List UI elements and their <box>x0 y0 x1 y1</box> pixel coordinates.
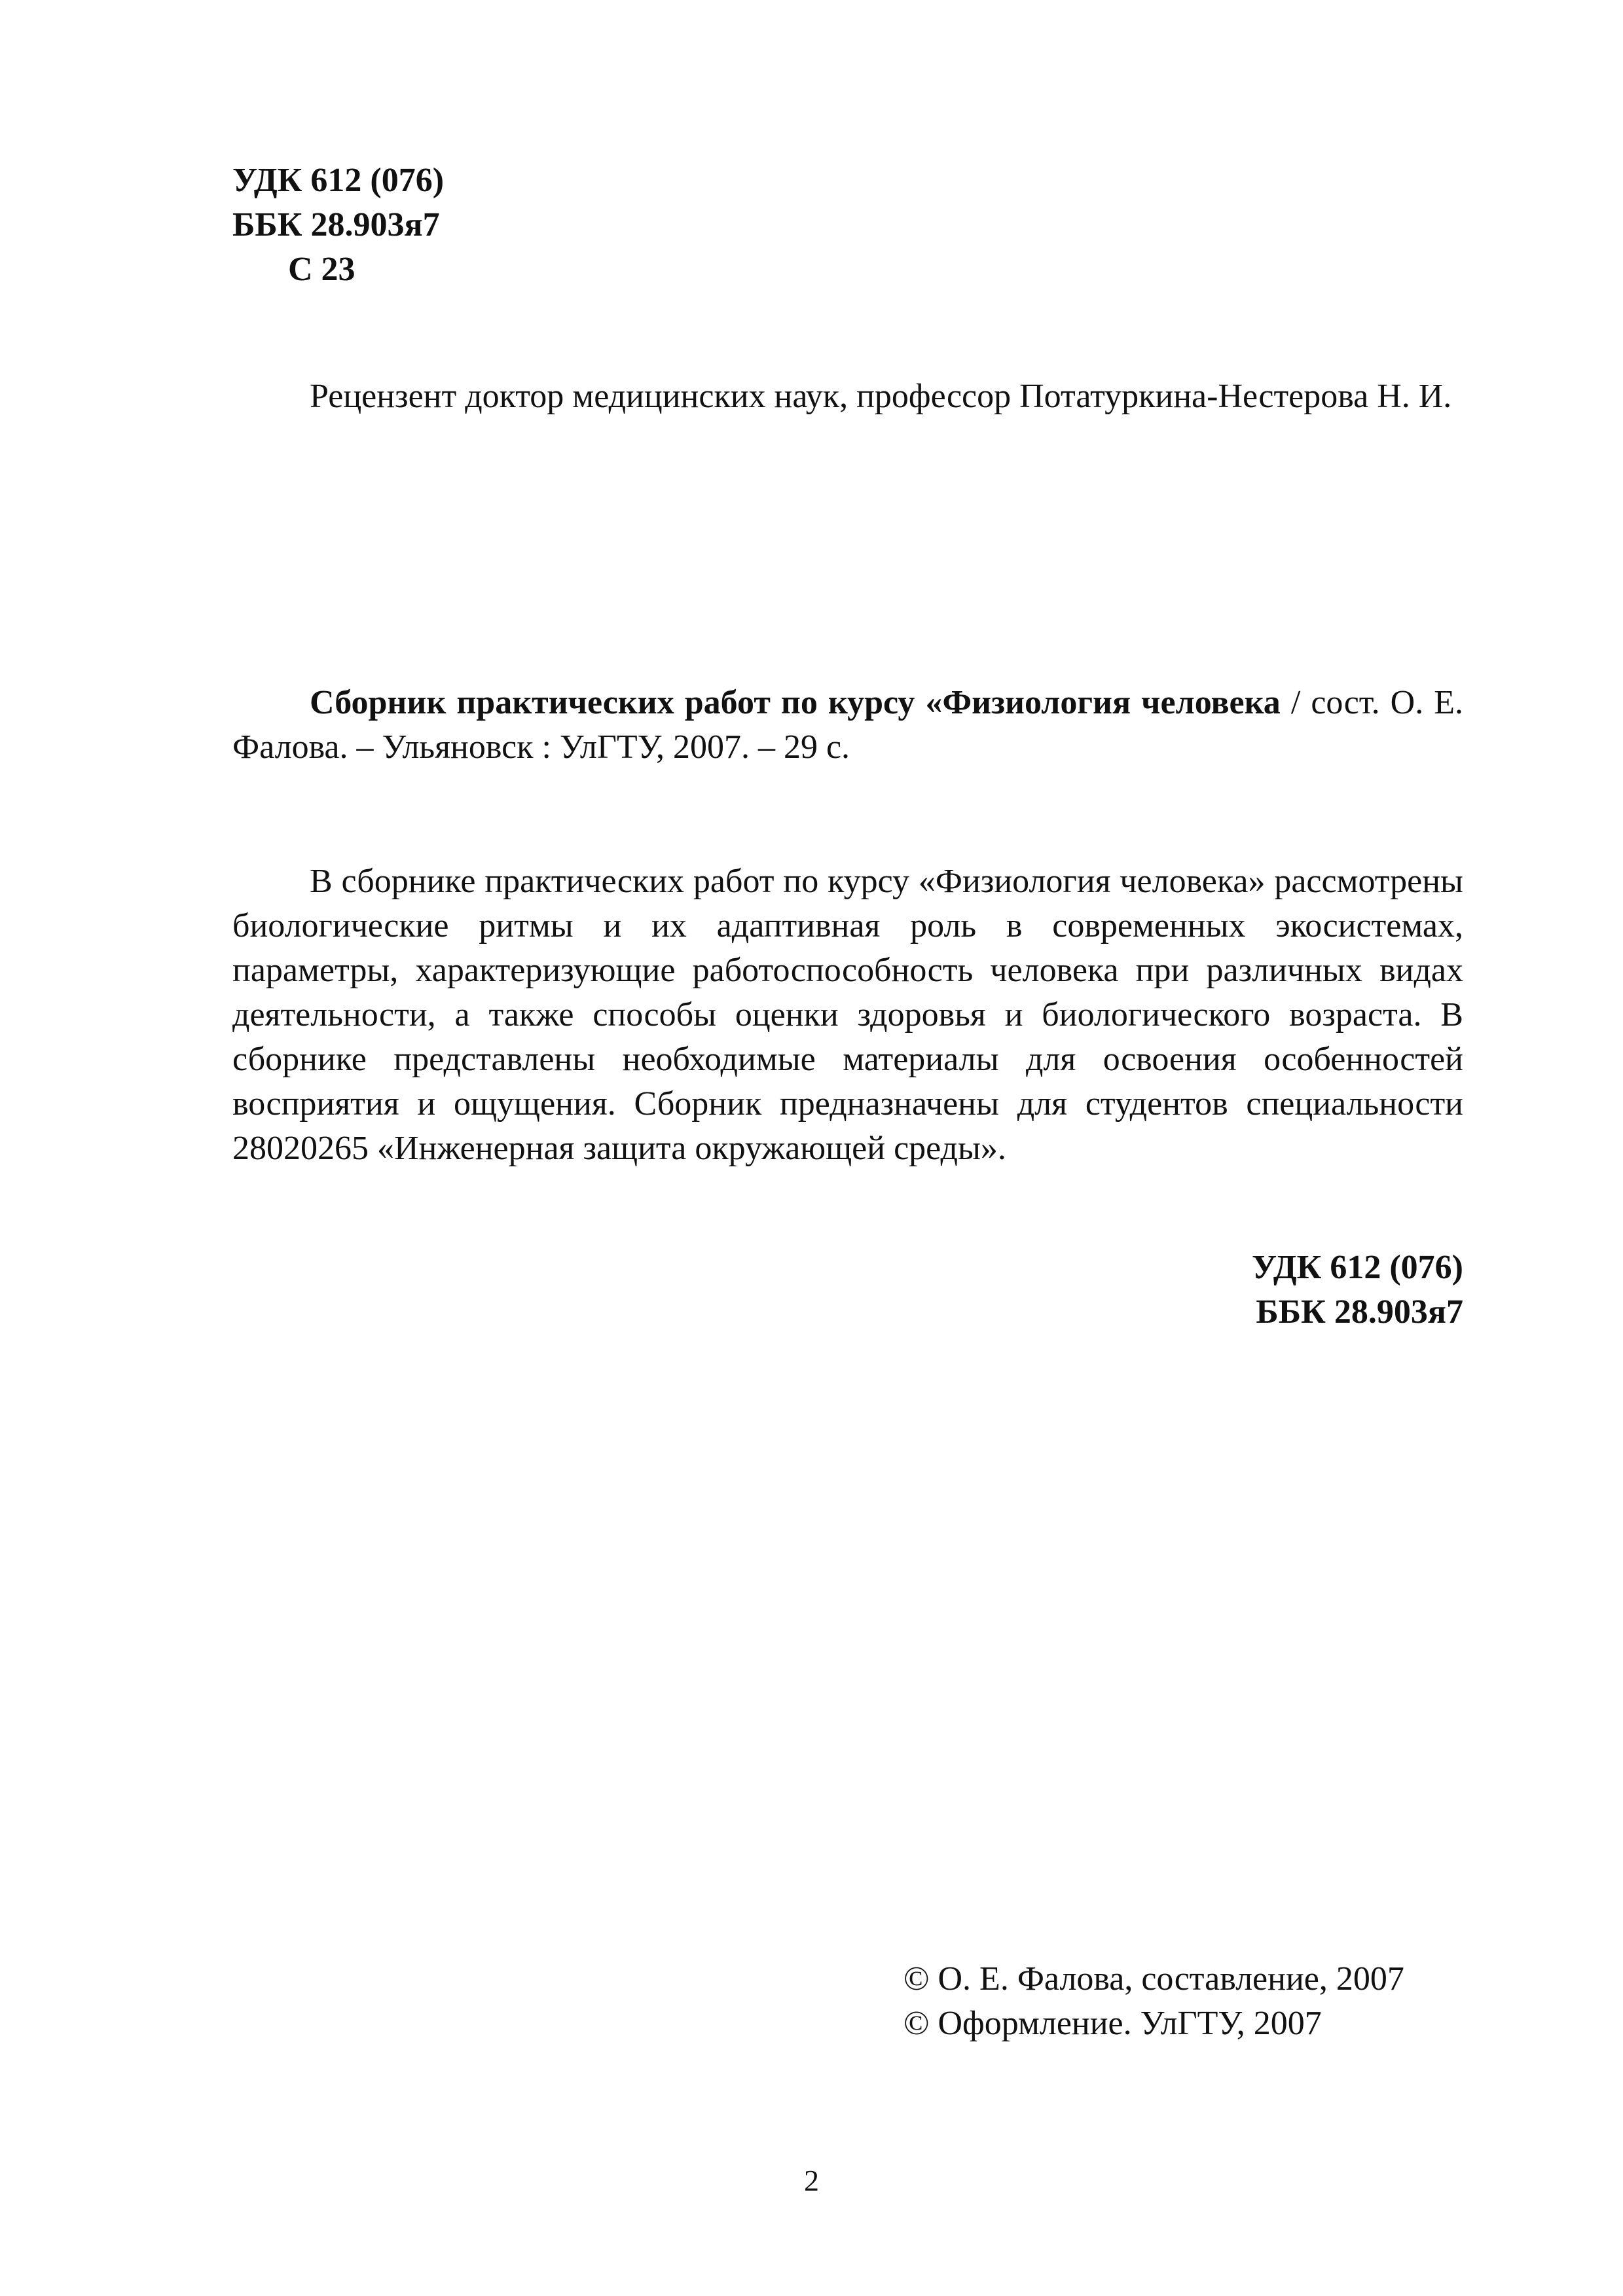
udk-code-bottom: УДК 612 (076) <box>1251 1249 1463 1286</box>
bibliographic-description <box>232 681 1463 770</box>
copyright-block <box>903 1957 1467 2046</box>
bbk-code: ББК 28.903я7 <box>232 206 440 243</box>
bbk-code-bottom: ББК 28.903я7 <box>1256 1293 1463 1331</box>
collection-title: Сборник практических работ по курсу «Физиология человека <box>310 684 1281 721</box>
reviewer-paragraph <box>232 374 1463 419</box>
classification-codes-top <box>232 158 756 292</box>
classification-codes-bottom <box>232 1246 1463 1335</box>
annotation-paragraph <box>232 859 1463 1171</box>
udk-code: УДК 612 (076) <box>232 162 445 199</box>
page-number: 2 <box>804 2164 819 2197</box>
copyright-design: © Оформление. УлГТУ, 2007 <box>903 2005 1322 2042</box>
reviewer-text: Рецензент доктор медицинских наук, профессор Потатуркина-Нестерова Н. И. <box>310 378 1452 415</box>
author-mark: С 23 <box>288 251 356 288</box>
publication-details: / сост. О. Е. Фалова. – Ульяновск : УлГТУ, 2007. – 29 с. <box>232 684 1463 766</box>
annotation-text: В сборнике практических работ по курсу «Физиология человека» рассмотрены биологические ритмы и их адаптивная роль в современных экосистемах, параметры, характеризующие работоспособность человека при различных видах деятельности, а также способы оценки здоровья и биологического возраста. В сборнике представлены необходимые материалы для освоения особенностей восприятия и ощущения. Сборник предназначены для студентов специальности 28020265 «Инженерная защита окружающей среды». <box>232 863 1463 1167</box>
copyright-compiler: © О. Е. Фалова, составление, 2007 <box>903 1960 1404 1998</box>
